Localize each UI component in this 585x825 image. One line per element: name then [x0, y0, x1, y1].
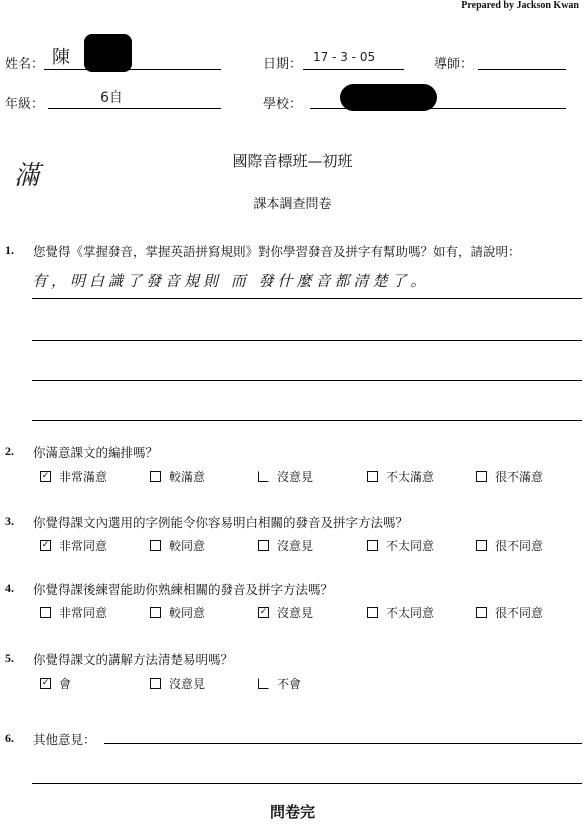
grade-field[interactable] [48, 108, 221, 109]
q5-number: 5. [5, 651, 14, 665]
school-field[interactable] [310, 108, 566, 109]
q1-number: 1. [5, 243, 14, 257]
tutor-label: 導師： [434, 57, 474, 72]
q1-line-1[interactable] [32, 298, 582, 299]
q3-checkbox-4[interactable] [367, 540, 378, 551]
q3-option-4[interactable]: 不太同意 [367, 537, 434, 554]
tutor-field[interactable] [478, 69, 566, 70]
q1-line-4[interactable] [32, 420, 582, 421]
q1-text: 您覺得《掌握發音，掌握英語拼寫規則》對你學習發音及拼字有幫助嗎？如有，請說明： [33, 244, 521, 259]
q4-checkbox-4[interactable] [367, 607, 378, 618]
date-label: 日期： [263, 57, 303, 72]
q2-checkbox-4[interactable] [367, 471, 378, 482]
q1-answer: 有，明白識了發音規則 而 發什麼音都清楚了。 [32, 272, 430, 290]
q3-checkbox-1[interactable]: ✓ [41, 540, 50, 550]
q5-option-3[interactable]: 不會 [258, 675, 301, 692]
q2-number: 2. [5, 444, 14, 458]
name-field[interactable] [44, 69, 221, 70]
q3-option-2[interactable]: 較同意 [150, 537, 205, 554]
q2-option-5[interactable]: 很不滿意 [476, 468, 543, 485]
q5-checkbox-1[interactable]: ✓ [41, 678, 50, 688]
q6-line-2[interactable] [32, 783, 582, 784]
grade-value: 6自 [100, 90, 123, 106]
q5-option-2[interactable]: 沒意見 [150, 675, 205, 692]
q3-option-3[interactable]: 沒意見 [258, 537, 313, 554]
q4-option-4[interactable]: 不太同意 [367, 604, 434, 621]
q3-number: 3. [5, 514, 14, 528]
q2-option-1[interactable]: ✓ 非常滿意 [41, 470, 108, 484]
prepared-by: Prepared by Jackson Kwan [461, 0, 579, 11]
q2-option-4[interactable]: 不太滿意 [367, 468, 434, 485]
form-subtitle: 課本調查問卷 [253, 197, 332, 212]
q4-checkbox-2[interactable] [150, 607, 161, 618]
q2-text: 你滿意課文的編排嗎？ [33, 445, 159, 460]
q2-checkbox-5[interactable] [476, 471, 487, 482]
form-title: 國際音標班—初班 [232, 152, 353, 170]
q4-option-5[interactable]: 很不同意 [476, 604, 543, 621]
q5-text: 你覺得課文的講解方法清楚易明嗎？ [33, 652, 234, 667]
q2-option-3[interactable]: 沒意見 [258, 468, 313, 485]
date-value: 17 - 3 - 05 [313, 50, 376, 64]
q5-checkbox-2[interactable] [150, 678, 161, 689]
q2-checkbox-3[interactable] [258, 471, 269, 482]
name-redaction [84, 34, 132, 72]
q6-text: 其他意見： [33, 732, 96, 747]
margin-mark: 滿 [14, 161, 41, 191]
q2-checkbox-1[interactable]: ✓ [41, 471, 50, 481]
q3-text: 你覺得課文內選用的字例能令你容易明白相關的發音及拼字方法嗎？ [33, 515, 409, 530]
school-label: 學校： [263, 97, 303, 112]
name-label: 姓名： [5, 57, 45, 72]
q4-option-3[interactable]: ✓ 沒意見 [259, 606, 314, 620]
school-redaction [340, 84, 437, 111]
grade-label: 年級： [5, 97, 45, 112]
q1-line-3[interactable] [32, 380, 582, 381]
q4-number: 4. [5, 581, 14, 595]
q4-text: 你覺得課後練習能助你熟練相關的發音及拼字方法嗎？ [33, 582, 334, 597]
q4-checkbox-3[interactable]: ✓ [259, 607, 268, 617]
q2-option-2[interactable]: 較滿意 [150, 468, 205, 485]
q3-checkbox-5[interactable] [476, 540, 487, 551]
q5-checkbox-3[interactable] [258, 678, 269, 689]
q3-checkbox-2[interactable] [150, 540, 161, 551]
q4-checkbox-5[interactable] [476, 607, 487, 618]
q4-checkbox-1[interactable] [40, 607, 51, 618]
q3-option-5[interactable]: 很不同意 [476, 537, 543, 554]
q6-number: 6. [5, 731, 14, 745]
q5-option-1[interactable]: ✓ 會 [41, 677, 72, 691]
name-value: 陳 [52, 47, 70, 68]
end-text: 問卷完 [269, 803, 315, 821]
q1-line-2[interactable] [32, 340, 582, 341]
q4-option-2[interactable]: 較同意 [150, 604, 205, 621]
q2-checkbox-2[interactable] [150, 471, 161, 482]
date-field[interactable] [303, 69, 404, 70]
q3-option-1[interactable]: ✓ 非常同意 [41, 539, 108, 553]
q6-line-1[interactable] [104, 743, 582, 744]
q3-checkbox-3[interactable] [258, 540, 269, 551]
q4-option-1[interactable]: 非常同意 [40, 604, 107, 621]
